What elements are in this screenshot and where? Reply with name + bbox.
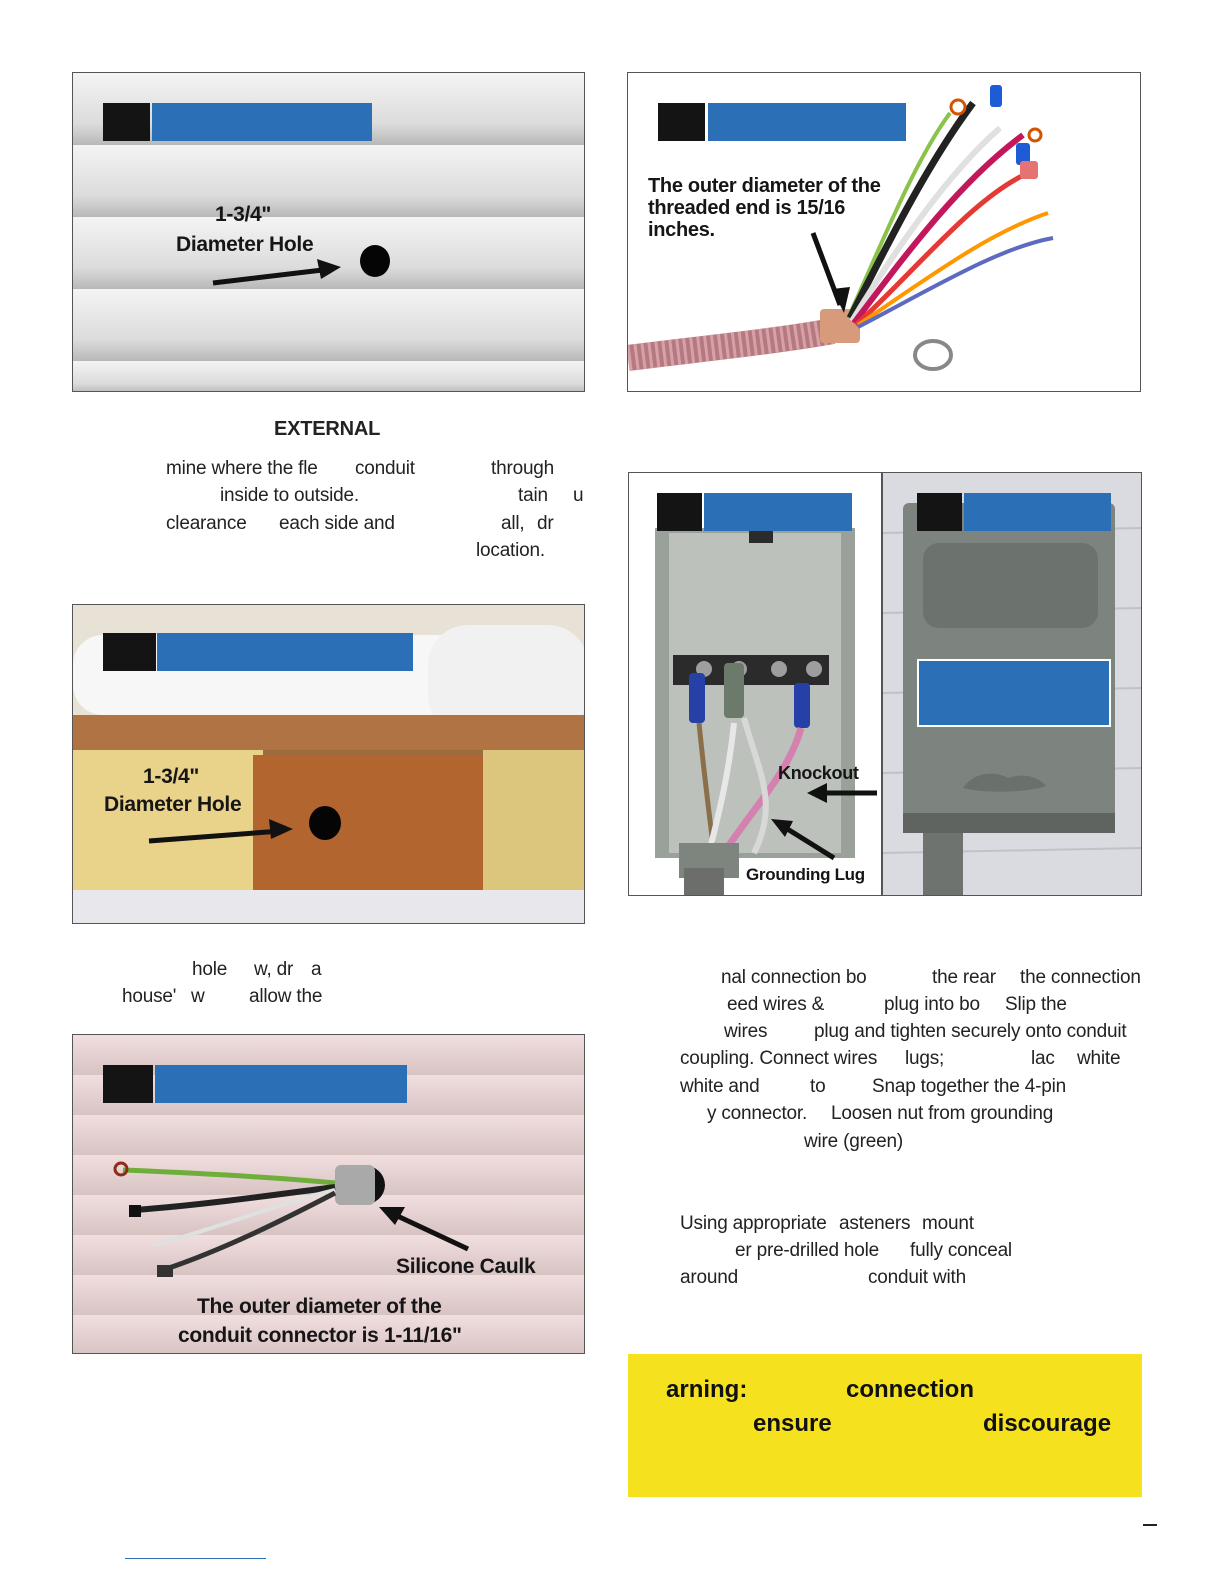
text-fragment: conduit with <box>868 1267 966 1288</box>
text-fragment: eed wires & <box>727 994 825 1015</box>
step-number-box <box>917 493 962 531</box>
text-fragment: lugs; <box>905 1048 945 1069</box>
step-title-bar <box>157 633 413 671</box>
text-fragment: w <box>191 986 205 1007</box>
step-number-box <box>103 103 150 141</box>
text-fragment: white and <box>680 1076 760 1097</box>
text-fragment: wires <box>724 1021 768 1042</box>
photo-conduit-siding <box>72 1034 585 1354</box>
text-fragment: hole <box>192 959 228 980</box>
step-title-bar <box>964 493 1111 531</box>
photo-joist-hole <box>72 604 585 924</box>
photo-siding-hole <box>72 72 585 392</box>
knockout-label: Knockout <box>778 763 859 783</box>
text-fragment: y connector. <box>707 1103 808 1124</box>
hole-label-line1: 1-3/4" <box>215 203 272 226</box>
warning-word: ensure <box>753 1410 832 1437</box>
text-fragment: location. <box>476 540 545 561</box>
text-fragment: the connection <box>1020 967 1141 988</box>
grounding-lug-label: Grounding Lug <box>746 865 865 884</box>
heading-word-external: EXTERNAL <box>274 418 381 440</box>
callout-line1: The outer diameter of the <box>648 175 881 197</box>
hole-label-line1: 1-3/4" <box>143 765 200 788</box>
step-number-box <box>103 633 156 671</box>
text-fragment: clearance <box>166 513 247 534</box>
warning-box <box>628 1354 1142 1497</box>
page-number-dash <box>1143 1524 1157 1526</box>
step-number-box <box>657 493 702 531</box>
text-fragment: mine where the fle <box>166 458 318 479</box>
step-title-bar <box>708 103 906 141</box>
text-fragment: each side and <box>279 513 395 534</box>
text-fragment: wire (green) <box>804 1131 903 1152</box>
text-fragment: u <box>573 485 584 506</box>
step-number-box <box>658 103 705 141</box>
text-fragment: inside to outside. <box>220 485 359 506</box>
text-fragment: the rear <box>932 967 996 988</box>
connector-label-line2: conduit connector is 1-11/16" <box>178 1324 462 1347</box>
step-title-bar <box>704 493 852 531</box>
step-number-box <box>103 1065 153 1103</box>
hole-label-line2: Diameter Hole <box>176 233 314 256</box>
warning-word: discourage <box>983 1410 1112 1437</box>
text-fragment: around <box>680 1267 738 1288</box>
silicone-caulk-label: Silicone Caulk <box>396 1255 536 1278</box>
open-box-illustration <box>629 473 882 896</box>
photo-mounted-box <box>882 472 1142 896</box>
text-fragment: asteners <box>839 1213 911 1234</box>
text-fragment: dr <box>537 513 554 534</box>
warning-word: arning: <box>666 1376 748 1403</box>
text-fragment: through <box>491 458 555 479</box>
footer-rule <box>125 1558 266 1559</box>
warning-word: connection <box>846 1376 975 1403</box>
text-fragment: Loosen nut from grounding <box>831 1103 1054 1124</box>
text-fragment: conduit <box>355 458 415 479</box>
step-title-bar <box>155 1065 407 1103</box>
text-fragment: Using appropriate <box>680 1213 827 1234</box>
text-fragment: plug into bo <box>884 994 980 1015</box>
photo-open-box <box>628 472 882 896</box>
callout-line3: inches. <box>648 219 715 241</box>
step-title-bar <box>152 103 372 141</box>
text-fragment: house' <box>122 986 177 1007</box>
text-fragment: to <box>810 1076 826 1097</box>
text-fragment: plug and tighten securely onto conduit <box>814 1021 1127 1042</box>
text-fragment: Slip the <box>1005 994 1067 1015</box>
hole-label-line2: Diameter Hole <box>104 793 242 816</box>
text-fragment: w, dr <box>254 959 294 980</box>
text-fragment: all, <box>501 513 525 534</box>
photo-whip-wires <box>627 72 1141 392</box>
text-fragment: nal connection bo <box>721 967 867 988</box>
text-fragment: lac <box>1031 1048 1055 1069</box>
text-fragment: allow the <box>249 986 323 1007</box>
text-fragment: tain <box>518 485 548 506</box>
text-fragment: er pre-drilled hole <box>735 1240 880 1261</box>
label-panel <box>917 659 1111 727</box>
text-fragment: Snap together the 4-pin <box>872 1076 1066 1097</box>
text-fragment: white <box>1077 1048 1121 1069</box>
text-fragment: a <box>311 959 322 980</box>
text-fragment: mount <box>922 1213 974 1234</box>
text-fragment: coupling. Connect wires <box>680 1048 878 1069</box>
connector-label-line1: The outer diameter of the <box>197 1295 442 1318</box>
callout-line2: threaded end is 15/16 <box>648 197 846 219</box>
text-fragment: fully conceal <box>910 1240 1012 1261</box>
